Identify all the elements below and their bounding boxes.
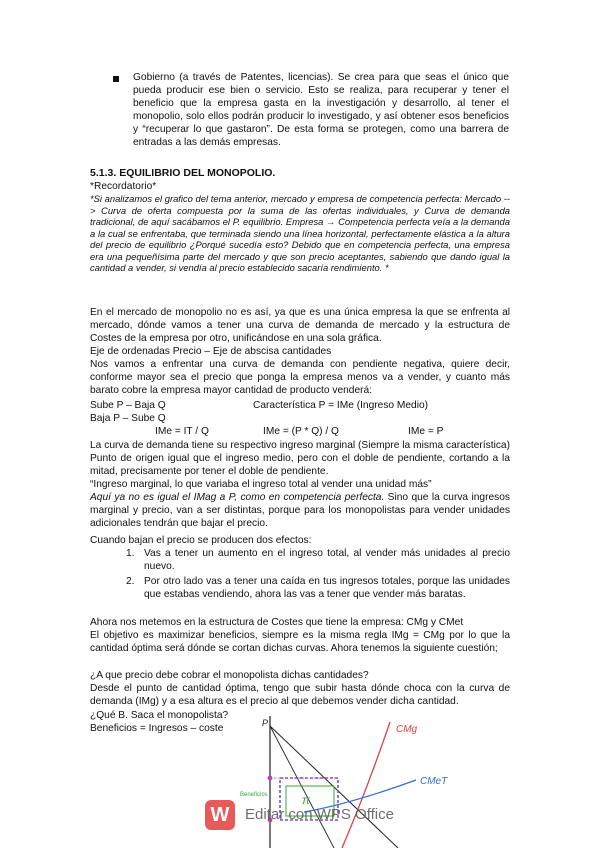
efecto-2-num: 2. xyxy=(126,576,135,587)
paragraph-objetivo: El objetivo es maximizar beneficios, siempre es la misma regla IMg = CMg por lo que la cantidad óptima será dónde se cortan dichas curvas. Ahora tenemos la siguiente cuestión; xyxy=(90,630,510,654)
baja-p-line: Baja P – Sube Q xyxy=(90,413,166,424)
paragraph-curva-demanda: Nos vamos a enfrentar una curva de demanda con pendiente negativa, quiere decir, conforme mayor sea el precio que ponga la empresa menos va a vender, y cuanto más barato cobre la empresa mayor cantidad de producto venderá: xyxy=(90,359,510,396)
que-beneficio-line: ¿Qué B. Saca el monopolista? xyxy=(90,710,229,721)
wps-watermark xyxy=(205,800,415,834)
wps-logo-icon: W xyxy=(205,800,235,830)
bullet-marker xyxy=(113,76,119,82)
eje-line: Eje de ordenadas Precio – Eje de abscisa cantidades xyxy=(90,346,332,357)
recordatorio-label: *Recordatorio* xyxy=(90,181,157,192)
pi-label: π xyxy=(302,793,311,807)
formula-ime-pq: IMe = (P * Q) / Q xyxy=(263,426,339,437)
sube-p-line: Sube P – Baja Q xyxy=(90,400,166,411)
paragraph-ingreso-marginal: La curva de demanda tiene su respectivo ingreso marginal (Siempre la misma característica) Punto de origen igual que el ingreso medio, pero con el doble de pendiente, cortando a la mitad, precisamente por tener el doble de pendiente. xyxy=(90,440,510,477)
cmg-label: CMg xyxy=(396,724,418,735)
caracteristica-line: Característica P = IMe (Ingreso Medio) xyxy=(253,400,429,411)
paragraph-cantidad-optima: Desde el punto de cantidad óptima, tengo que subir hasta dónde choca con la curva de demanda (IMg) y a esa altura es el precio al que debemos vender dicha cantidad. xyxy=(90,683,510,707)
question-line: ¿A que precio debe cobrar el monopolista dichas cantidades? xyxy=(90,670,369,681)
paragraph-imag xyxy=(90,491,510,530)
beneficios-label: Beneficios xyxy=(240,792,268,798)
efecto-1-num: 1. xyxy=(126,548,135,559)
axis-p-label: P xyxy=(262,718,269,728)
ahora-line: Ahora nos metemos en la estructura de Costes que tiene la empresa: CMg y CMet xyxy=(90,617,464,628)
quote-ingreso-marginal: “Ingreso marginal, lo que variaba el ingreso total al vender una unidad más” xyxy=(90,479,432,490)
imag-italic: Aquí ya no es igual el IMag a P, como en competencia perfecta. xyxy=(90,492,385,503)
imag-rest: Sino que la curva ingresos marginal y precio, van a ser distintas, porque para los monopolistas para vender unidades adicionales tendrán que bajar el precio. xyxy=(90,492,510,529)
recordatorio-text: *Si analizamos el grafico del tema anterior, mercado y empresa de competencia perfecta: Mercado --> Curva de oferta compuesta por la suma de las ofertas individuales, y Curva de demanda tradicional, de aquí sacábamos el P. equilibrio. Empresa → Competencia perfecta veía a la demanda a la cual se enfrentaba, que terminada siendo una línea horizontal, perfectamente elástica a la altura del precio de equilibrio ¿Porqué sucedía esto? Debido que en competencia perfecta, una empresa era una pequeñísima parte del mercado y que son precio aceptantes, sabiendo que dando igual la cantidad a vender, si vendía al precio establecido sacaría rendimiento. * xyxy=(90,193,510,273)
beneficios-line: Beneficios = Ingresos – coste xyxy=(90,723,224,734)
formula-ime-p: IMe = P xyxy=(408,426,444,437)
efecto-2-text: Por otro lado vas a tener una caída en tus ingresos totales, porque las unidades que estabas vendiendo, ahora las vas a tener que vender más baratas. xyxy=(144,576,510,600)
cuando-line: Cuando bajan el precio se producen dos efectos: xyxy=(90,535,312,546)
formula-ime-it: IMe = IT / Q xyxy=(155,426,209,437)
paragraph-mercado-monopolio: En el mercado de monopolio no es así, ya que es una única empresa la que se enfrenta al mercado, dónde vamos a tener una curva de demanda de mercado y la estructura de Costes de la empresa por otro, unificándose en una sola gráfica. xyxy=(90,307,510,344)
wps-watermark-text: Editar con WPS Office xyxy=(245,806,394,823)
section-heading: 5.1.3. EQUILIBRIO DEL MONOPOLIO. xyxy=(90,167,276,179)
efecto-1-text: Vas a tener un aumento en el ingreso total, al vender más unidades al precio nuevo. xyxy=(144,548,510,572)
bullet-gobierno: Gobierno (a través de Patentes, licencias). Se crea para que seas el único que pueda producir ese bien o servicio. Esto se realiza, para recuperar y tener el beneficio que la empresa gasta en la investigación y desarrollo, al tener el monopolio, solo ellos podrán producir lo investigado, y así obtener esos beneficios y “recuperar lo que gastaron”. De esta forma se protegen, como una barrera de entradas a las demás empresas. xyxy=(133,72,509,148)
cmet-label: CMeT xyxy=(420,776,448,787)
